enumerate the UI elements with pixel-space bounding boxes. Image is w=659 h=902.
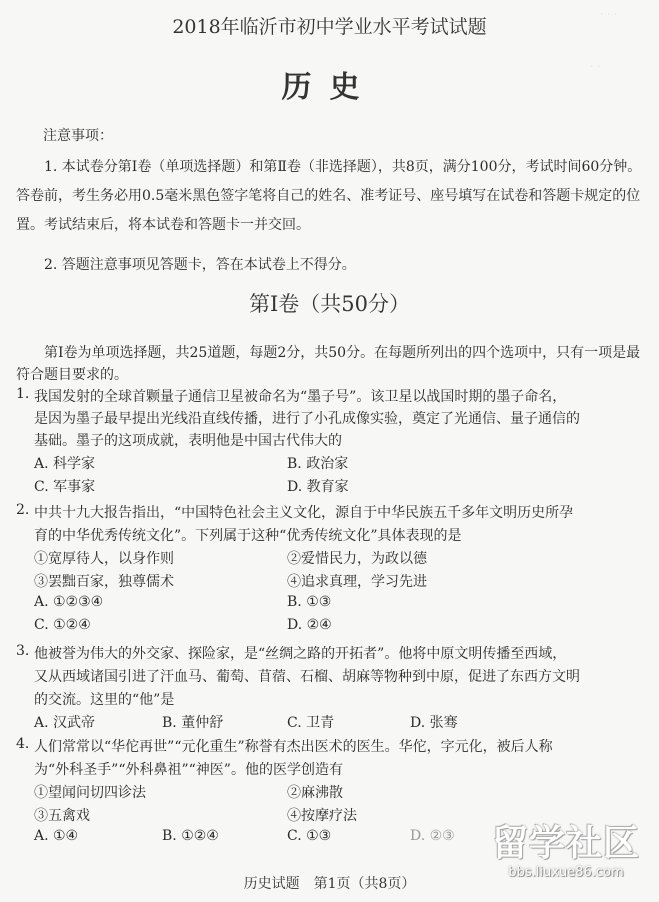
question-number: 1. [16,386,30,402]
section-instructions: 第Ⅰ卷为单项选择题，共25道题，每题2分，共50分。在每题所列出的四个选项中，只有一项是最符合题目要求的。 [16,345,641,383]
option-c: C. 军事家 [34,479,96,495]
question-number: 4. [16,736,30,752]
question-text-line: 他被誉为伟大的外交家、探险家，是“丝绸之路的开拓者”。他将中原文明传播至西域， [34,646,567,662]
question-text-line: 我国发射的全球首颗量子通信卫星被命名为“墨子号”。该卫星以战国时期的墨子命名， [34,389,567,405]
statement-2: ②爱惜民力，为政以德 [287,551,427,567]
option-d: D. ②③ [410,828,455,844]
question-text-line: 的交流。这里的“他”是 [34,692,175,708]
question-text-line: 中共十九大报告指出，“中国特色社会主义文化，源自于中华民族五千多年文明历史所孕 [34,505,574,521]
bleed-through-text: · · [590,60,601,73]
statement-3: ③罢黜百家，独尊儒术 [34,574,174,590]
option-d: D. 张骞 [410,715,458,731]
option-c: C. ①③ [287,828,332,844]
option-d: D. ②④ [287,617,332,633]
option-a: A. ①②③④ [34,594,104,610]
statement-4: ④按摩疗法 [287,808,357,824]
statement-2: ②麻沸散 [287,785,343,801]
question-text-line: 是因为墨子最早提出光线沿直线传播，进行了小孔成像实验，奠定了光通信、量子通信的 [34,411,580,427]
watermark-url: bbs.liuxue86.com [508,865,624,880]
option-b: B. 政治家 [287,456,349,472]
option-a: A. 汉武帝 [34,715,96,731]
option-c: C. 卫青 [287,715,335,731]
notice-heading: 注意事项： [43,128,113,144]
question-text-line: 又从西域诸国引进了汗血马、葡萄、苜蓿、石榴、胡麻等物种到中原，促进了东西方文明 [34,669,580,685]
exam-title: 2018年临沂市初中学业水平考试试题 [172,16,487,38]
watermark [486,823,646,893]
watermark-logo: 留学社区 [491,823,640,864]
question-number: 2. [16,502,30,518]
statement-1: ①望闻问切四诊法 [34,785,146,801]
statement-4: ④追求真理，学习先进 [287,574,427,590]
subject-title: 历史 [281,70,378,105]
notice-item-1: 1. 本试卷分第Ⅰ卷（单项选择题）和第Ⅱ卷（非选择题），共8页，满分100分，考试时间60分钟。答卷前，考生务必用0.5毫米黑色签字笔将自己的姓名、准考证号、座号填写在试卷和答题卡规定的位置。考试结束后，将本试卷和答题卡一并交回。 [16,159,642,233]
page-footer: 历史试题 第1页（共8页） [243,876,416,892]
bleed-through-text: · · · [600,8,618,21]
question-text-line: 育的中华优秀传统文化”。下列属于这种“优秀传统文化”具体表现的是 [34,528,462,544]
question-text-line: 人们常常以“华佗再世”“元化重生”称誉有杰出医术的医生。华佗，字元化，被后人称 [34,739,553,755]
option-c: C. ①②④ [34,617,91,633]
question-text-line: 为“外科圣手”“外科鼻祖”“神医”。他的医学创造有 [34,762,343,778]
option-b: B. 董仲舒 [162,715,224,731]
option-b: B. ①②④ [162,828,219,844]
statement-1: ①宽厚待人，以身作则 [34,551,174,567]
option-d: D. 教育家 [287,479,349,495]
section-title: 第Ⅰ卷（共50分） [248,292,411,316]
option-a: A. 科学家 [34,456,96,472]
option-b: B. ①③ [287,594,332,610]
question-number: 3. [16,643,30,659]
option-a: A. ①④ [34,828,79,844]
statement-3: ③五禽戏 [34,808,90,824]
notice-item-2: 2. 答题注意事项见答题卡，答在本试卷上不得分。 [44,257,356,273]
question-text-line: 基础。墨子的这项成就，表明他是中国古代伟大的 [34,433,342,449]
